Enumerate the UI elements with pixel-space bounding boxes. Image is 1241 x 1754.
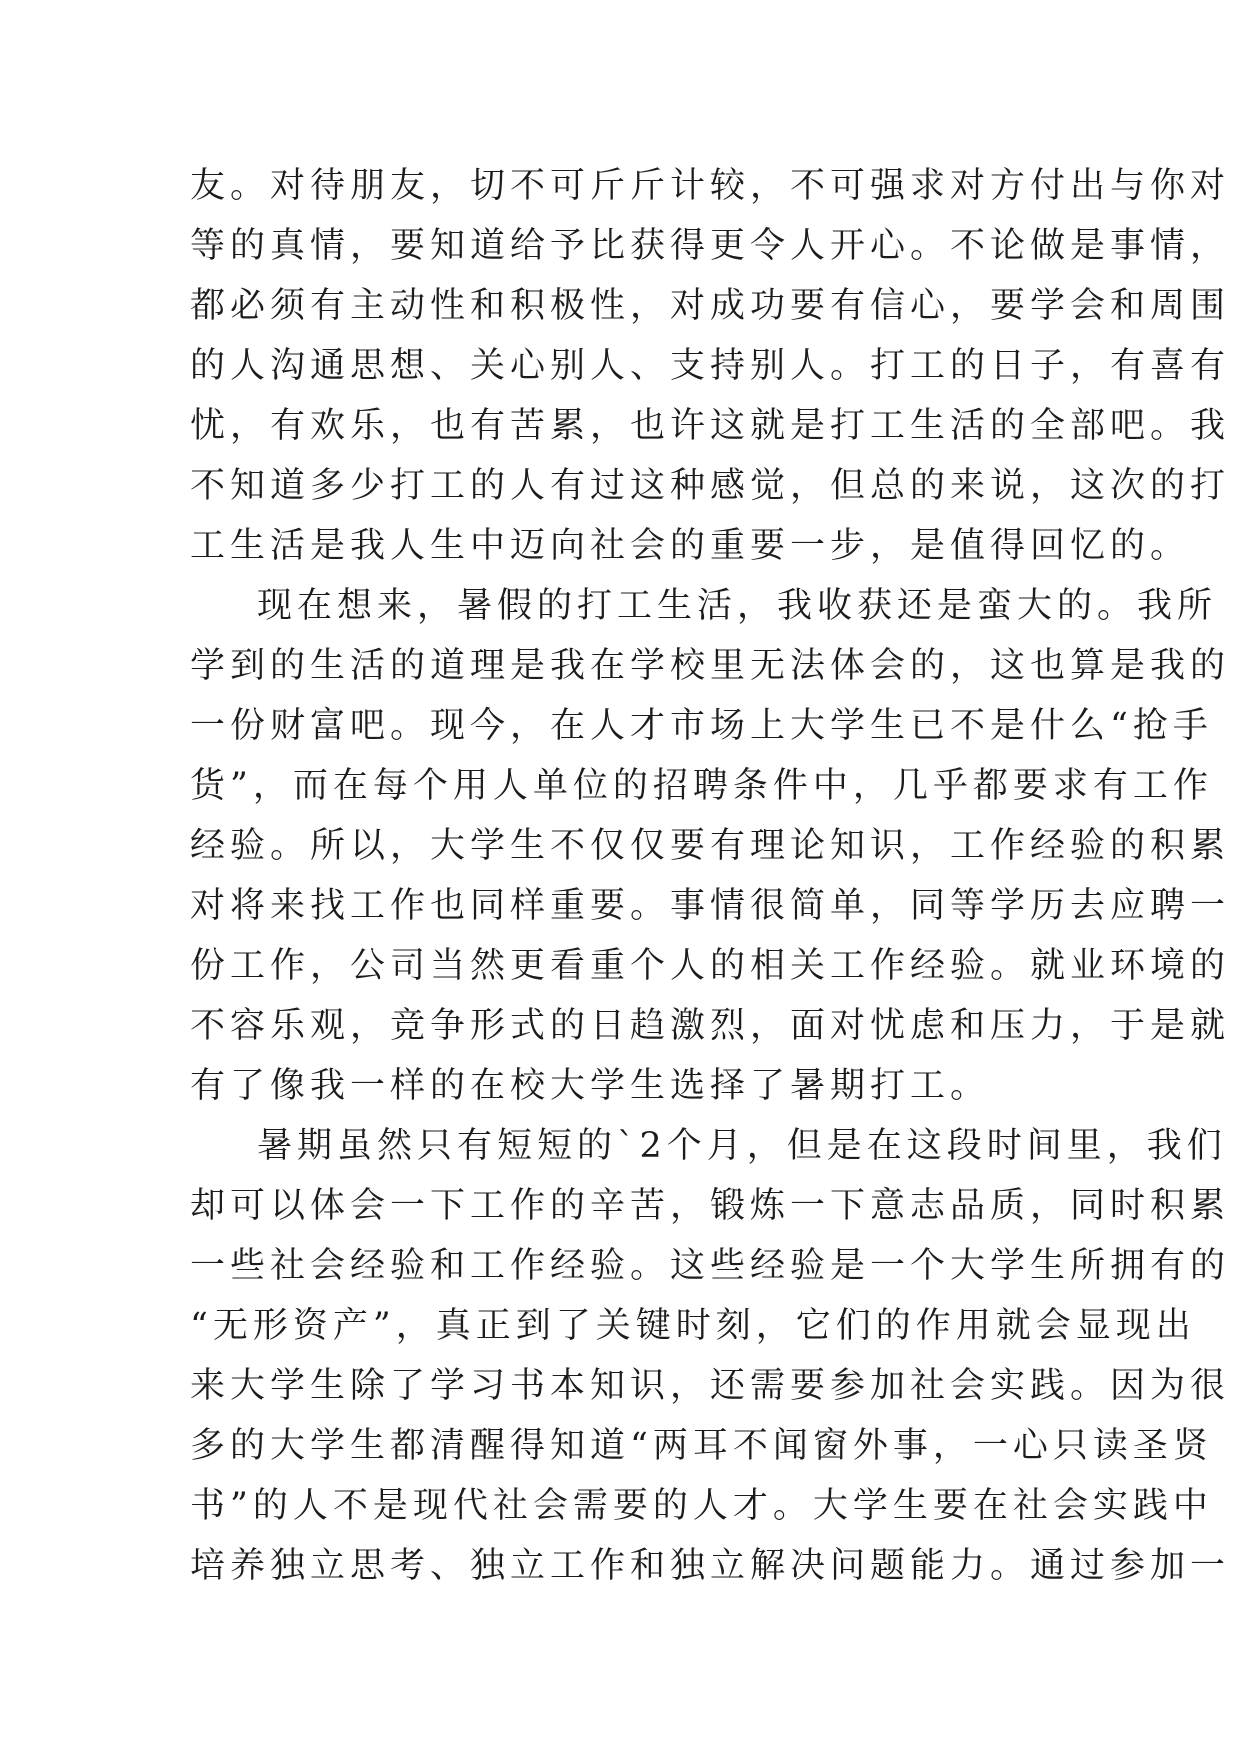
text-line: 的人沟通思想、关心别人、支持别人。打工的日子，有喜有 [190,346,1231,386]
paragraph-start-line: 现在想来，暑假的打工生活，我收获还是蛮大的。我所 [257,586,1218,626]
text-line: 来大学生除了学习书本知识，还需要参加社会实践。因为很 [190,1366,1231,1406]
body-text [190,156,1231,1596]
text-line: 份工作，公司当然更看重个人的相关工作经验。就业环境的 [190,946,1231,986]
text-line: “无形资产”，真正到了关键时刻，它们的作用就会显现出 [190,1306,1196,1346]
text-line: 都必须有主动性和积极性，对成功要有信心，要学会和周围 [190,286,1231,326]
text-line: 等的真情，要知道给予比获得更令人开心。不论做是事情， [190,226,1231,266]
text-line: 却可以体会一下工作的辛苦，锻炼一下意志品质，同时积累 [190,1186,1231,1226]
text-line: 一些社会经验和工作经验。这些经验是一个大学生所拥有的 [190,1246,1231,1286]
text-line: 友。对待朋友，切不可斤斤计较，不可强求对方付出与你对 [190,166,1231,206]
text-line: 书”的人不是现代社会需要的人才。大学生要在社会实践中 [190,1486,1213,1526]
text-line: 经验。所以，大学生不仅仅要有理论知识，工作经验的积累 [190,826,1231,866]
paragraph-start-line: 暑期虽然只有短短的`2个月，但是在这段时间里，我们 [257,1126,1227,1166]
text-line: 忧，有欢乐，也有苦累，也许这就是打工生活的全部吧。我 [190,406,1231,446]
text-line: 学到的生活的道理是我在学校里无法体会的，这也算是我的 [190,646,1231,686]
text-line: 不知道多少打工的人有过这种感觉，但总的来说，这次的打 [190,466,1231,506]
text-line: 货”，而在每个用人单位的招聘条件中，几乎都要求有工作 [190,766,1213,806]
text-line: 多的大学生都清醒得知道“两耳不闻窗外事，一心只读圣贤 [190,1426,1213,1466]
text-line: 不容乐观，竞争形式的日趋激烈，面对忧虑和压力，于是就 [190,1006,1231,1046]
text-line: 对将来找工作也同样重要。事情很简单，同等学历去应聘一 [190,886,1231,926]
text-line: 培养独立思考、独立工作和独立解决问题能力。通过参加一 [190,1546,1231,1586]
text-line: 工生活是我人生中迈向社会的重要一步，是值得回忆的。 [190,526,1191,566]
text-line: 一份财富吧。现今，在人才市场上大学生已不是什么“抢手 [190,706,1213,746]
text-line: 有了像我一样的在校大学生选择了暑期打工。 [190,1066,991,1106]
